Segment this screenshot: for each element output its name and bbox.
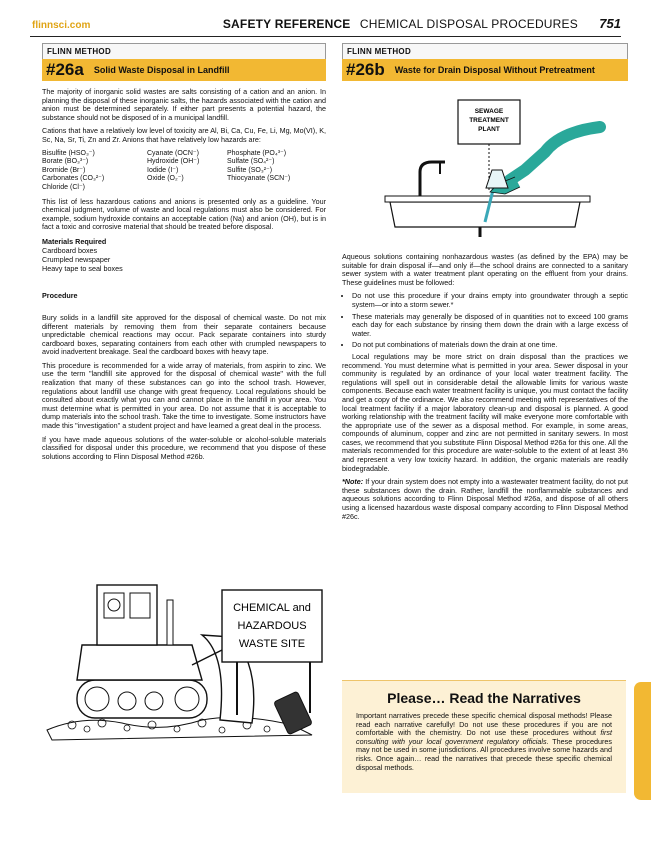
anion-cell: Bromide (Br⁻) [42, 166, 86, 174]
guideline-item: • Do not use this procedure if your drains empty into groundwater through a septic system—or into a storm sewer.* [352, 292, 628, 309]
anion-cell: Sulfate (SO₄²⁻) [227, 158, 275, 166]
anion-cell: Cyanate (OCN⁻) [147, 149, 199, 157]
anion-cell: Bisulfite (HSO₃⁻) [42, 149, 95, 157]
method-number: #26a [46, 60, 84, 79]
method-body [42, 88, 326, 461]
paragraph: Local regulations may be more strict on drain disposal than the practices we recommend. You must determine what is permitted in your area. Sewer disposal in your community is regulated by an ordinance of your local water treatment facility. The regulations will spell out in considerable detail the allowable limits for various waste components. Because each water treatment facility is unique, you must contact the facility and get a copy of the ordinance. We also recommend meeting with representatives of the local treatment facility if a major laboratory clean-up and disposal is planned. A good working relationship with the treatment facility will make everyone more comfortable with the appropriate use of the sewer as a disposal method. For example, in some areas, compounds of aluminum, copper and zinc are not permitted in sanitary sewers. In most cases, we recommend that you substitute Flinn Disposal Method #26a for this one. All the materials recommended for this procedure are water-soluble to the extent of at least 3% and represent a very low toxicity hazard. In addition, the organic materials are readily biodegradable. [342, 351, 628, 473]
guideline-item: • These materials may generally be disposed of in quantities not to exceed 100 grams each day for each substance by rinsing them down the drain with a large excess of water. [352, 313, 628, 339]
section-title: SAFETY REFERENCE [222, 17, 351, 31]
narratives-text-italic: first consulting with your local government regulatory officials. [356, 728, 612, 746]
anion-cell [227, 184, 327, 193]
material-item: Heavy tape to seal boxes [42, 263, 123, 273]
narratives-text-part: Important narratives precede these specific chemical disposal methods! Please read each narrative carefully! Do not use these procedures if you are not comfortable with the chemistry. Do not use these procedures without [356, 711, 612, 738]
note-text: If your drain system does not empty into a wastewater treatment facility, do not put these substances down the drain. Rather, landfill the nonflammable substances and aqueous solutions according to Flinn Disposal Method #26a, and dispose of all others using a licensed hazardous waste disposal company according to Flinn Disposal Method #26c. [342, 477, 628, 521]
paragraph: Bury solids in a landfill site approved for the disposal of chemical waste. Do not mix different materials by removing them from their separate containers because unpredictable chemical reactions may occur. Pack separate containers into sturdy cardboard boxes, separating containers from each other with crumpled newspapers to avoid inadvertent breakage. Seal the cardboard boxes with heavy tape. [42, 312, 326, 357]
paragraph: This procedure is recommended for a wide array of materials, from aspirin to zinc. We use the term "landfill site approved for the disposal of chemical waste" with the full realization that many of these substances can go into the school trash. However, regulations about landfill use change with great frequency. Local regulations should be consulted about exactly what you can and cannot place in the landfill in your area. You must determine what is permitted in your area. Do not assume that it is acceptable to dump materials into the school trash. Take the time to investigate. Some instructors have made this "investigation" a student project and have learned a great deal in the process. [42, 360, 326, 431]
header-rule [30, 36, 621, 37]
note-heading: *Note: [342, 477, 364, 487]
method-body [342, 253, 628, 526]
paragraph: If you have made aqueous solutions of the water-soluble or alcohol-soluble materials classified for disposal under this procedure, we recommend that you dispose of these solutions according to Flinn Disposal Method #26b. [42, 434, 326, 461]
subsection-title: CHEMICAL DISPOSAL PROCEDURES [359, 17, 578, 31]
narratives-text-part: These procedures may not be used in some jurisdictions. All procedures involve some hazards and risks. Once again… read the narratives that precede these specific chemical disposal methods. [356, 736, 612, 772]
sign-line: CHEMICAL and [233, 602, 311, 614]
paragraph: The majority of inorganic solid wastes are salts consisting of a cation and an anion. In planning the disposal of these inorganic salts, the hazards associated with the cation and anion must be determined separately. If either part presents a potential hazard, the substance should not be disposed of in a municipal landfill. [42, 87, 326, 122]
narratives-text [356, 712, 612, 772]
plant-label: PLANT [478, 126, 500, 133]
narratives-title: Please… Read the Narratives [387, 690, 581, 706]
method-label: FLINN METHOD [42, 43, 326, 59]
guidelines-list [342, 292, 628, 350]
anion-cell: Iodide (I⁻) [147, 166, 179, 174]
material-item: Crumpled newspaper [42, 254, 111, 264]
material-item: Cardboard boxes [42, 245, 98, 255]
paragraph: This list of less hazardous cations and anions is presented only as a guideline. Your chemical judgment, volume of waste and local regulations must also be considered. For example, sodium hydroxide contains an acceptable cation (Na) and anion (OH), but is in fact a toxic and corrosive material that should be treated before disposal. [42, 196, 326, 232]
anion-cell: Hydroxide (OH⁻) [147, 158, 200, 166]
anion-cell: Borate (BO₃³⁻) [42, 158, 89, 166]
method-number: #26b [346, 60, 385, 79]
anion-cell: Sulfite (SO₃²⁻) [227, 166, 273, 174]
materials-heading: Materials Required [42, 236, 107, 246]
sign-line: WASTE SITE [238, 638, 306, 650]
plant-label: SEWAGE [474, 108, 504, 115]
anion-table [42, 150, 326, 193]
anion-cell: Oxide (O₂⁻) [147, 175, 184, 183]
materials-list [42, 246, 326, 273]
running-header [223, 16, 621, 31]
anion-cell: Carbonates (CO₃²⁻) [42, 175, 105, 183]
paragraph: Aqueous solutions containing nonhazardous wastes (as defined by the EPA) may be suitable for drain disposal if—and only if—the school drains are connected to a sanitary sewer system with a water treatment plant operating on the effluent from your drains. These guidelines must be followed: [342, 252, 628, 287]
method-title: Solid Waste Disposal in Landfill [93, 65, 230, 75]
method-title: Waste for Drain Disposal Without Pretreatment [394, 65, 595, 75]
anion-cell: Thiocyanate (SCN⁻) [227, 175, 291, 183]
method-label: FLINN METHOD [342, 43, 628, 59]
anion-cell [147, 184, 227, 193]
method-26a [42, 43, 326, 466]
procedure-heading: Procedure [42, 290, 78, 300]
site-url[interactable]: flinnsci.com [32, 20, 91, 31]
paragraph: Cations that have a relatively low level of toxicity are Al, Bi, Ca, Cu, Fe, Li, Mg, Mo(VI), K, Sc, Na, Sr, Ti, Zn and Zr. Anions that have relatively low hazards are: [42, 126, 326, 144]
method-title-bar [42, 59, 326, 81]
section-tab [634, 682, 651, 800]
method-title-bar [342, 59, 628, 81]
narratives-callout [342, 680, 626, 793]
drain-illustration [380, 92, 610, 242]
bulldozer-illustration [42, 545, 326, 745]
anion-cell: Chloride (Cl⁻) [42, 183, 85, 191]
anion-cell: Phosphate (PO₄³⁻) [227, 149, 287, 157]
sign-line: HAZARDOUS [237, 620, 307, 632]
plant-label: TREATMENT [469, 117, 509, 124]
note-paragraph [342, 478, 628, 521]
page-number: 751 [599, 16, 621, 31]
guideline-item: • Do not put combinations of materials down the drain at one time. [352, 341, 628, 350]
